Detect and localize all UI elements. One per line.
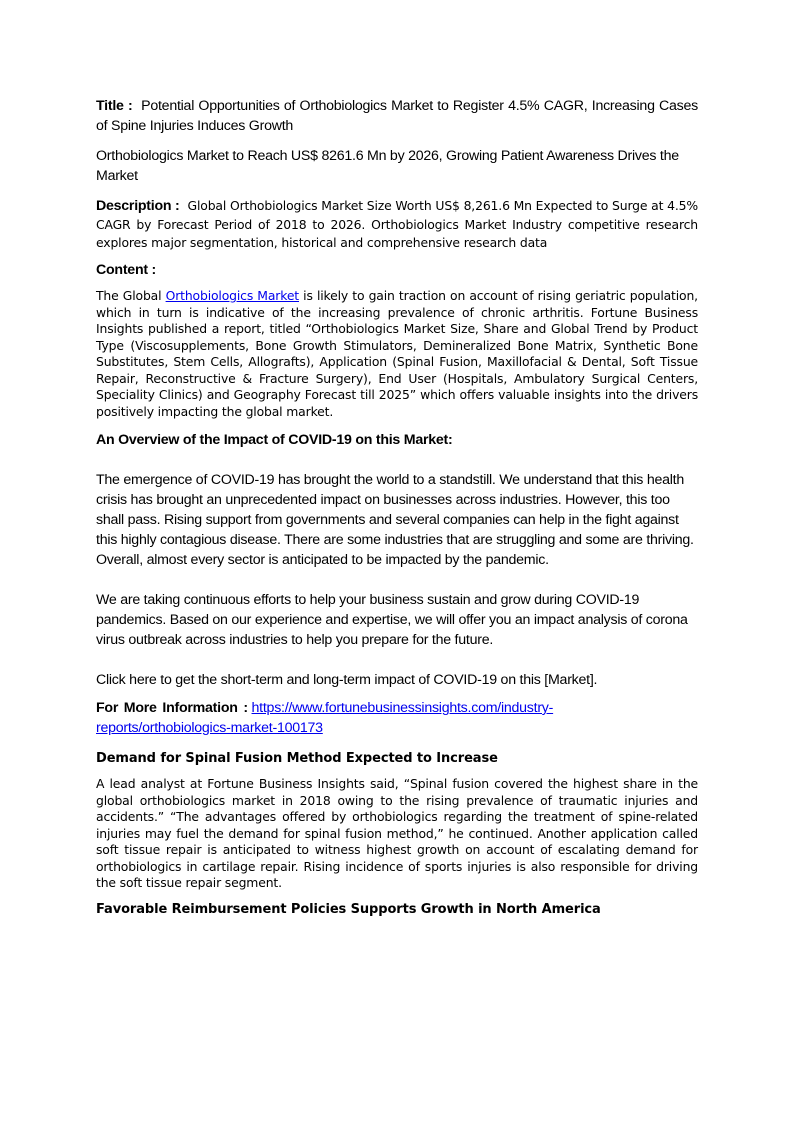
spinal-fusion-paragraph: A lead analyst at Fortune Business Insights said, “Spinal fusion covered the highest share in the global orthobiologics market in 2018 owing to the rising prevalence of traumatic injuries and accidents.” “The advantages offered by orthobiologics regarding the treatment of spine-related injuries may fuel the demand for spinal fusion method,” he continued. Another application called soft tissue repair is anticipated to witness highest growth on account of escalating demand for orthobiologics in cartilage repair. Rising incidence of sports injuries is also responsible for driving the soft tissue repair segment.: [96, 776, 698, 890]
subtitle: Orthobiologics Market to Reach US$ 8261.6 Mn by 2026, Growing Patient Awareness Drives the Market: [96, 148, 679, 184]
description-label: Description :: [96, 198, 180, 214]
more-info-label: For More Information :: [96, 700, 248, 716]
covid-paragraph-2: We are taking continuous efforts to help your business sustain and grow during COVID-19 pandemics. Based on our experience and expertise, we will offer you an impact analysis of corona virus outbreak across industries to help you prepare for the future.: [96, 592, 688, 648]
content-intro-after: is likely to gain traction on account of rising geriatric population, which in turn is indicative of the increasing prevalence of chronic arthritis. Fortune Business Insights published a report, titled “Orthobiologics Market Size, Share and Global Trend by Product Type (Viscosupplements, Bone Growth Stimulators, Demineralized Bone Matrix, Synthetic Bone Substitutes, Stem Cells, Allografts), Application (Spinal Fusion, Maxillofacial & Dental, Soft Tissue Repair, Reconstructive & Fracture Surgery), End User (Hospitals, Ambulatory Surgical Centers, Speciality Clinics) and Geography Forecast till 2025” which offers valuable insights into the drivers positively impacting the global market.: [96, 288, 698, 419]
north-america-heading: Favorable Reimbursement Policies Supports Growth in North America: [96, 901, 601, 917]
content-label-text: Content :: [96, 262, 157, 278]
title-paragraph: [96, 96, 698, 136]
title-text: Potential Opportunities of Orthobiologics Market to Register 4.5% CAGR, Increasing Cases of Spine Injuries Induces Growth: [96, 98, 699, 134]
covid-heading-text: An Overview of the Impact of COVID-19 on this Market:: [96, 432, 453, 448]
description-text: Global Orthobiologics Market Size Worth US$ 8,261.6 Mn Expected to Surge at 4.5% CAGR by Forecast Period of 2018 to 2026. Orthobiologics Market Industry competitive research explores major segmentation, historical and comprehensive research data: [96, 198, 699, 250]
content-paragraph: [96, 288, 698, 420]
covid-click-here-text: Click here to get the short-term and long-term impact of COVID-19 on this [Market].: [96, 672, 598, 688]
document-page: [96, 96, 698, 927]
content-intro-before: The Global: [96, 288, 166, 303]
covid-heading: [96, 430, 698, 450]
more-info-url-line1: https://www.fortunebusinessinsights.com/industry-: [251, 700, 554, 716]
covid-paragraph-1: The emergence of COVID-19 has brought the world to a standstill. We understand that this health crisis has brought an unprecedented impact on businesses across industries. However, this too shall pass. Rising support from governments and several companies can help in the fight against this highly contagious disease. There are some industries that are struggling and some are thriving. Overall, almost every sector is anticipated to be impacted by the pandemic.: [96, 472, 694, 568]
description-paragraph: [96, 196, 698, 252]
more-info-url-line2: reports/orthobiologics-market-100173: [96, 720, 323, 736]
content-label: [96, 260, 698, 280]
more-info-paragraph: [96, 698, 698, 738]
title-label: Title :: [96, 98, 133, 114]
orthobiologics-market-link[interactable]: Orthobiologics Market: [165, 288, 299, 303]
spinal-fusion-heading: Demand for Spinal Fusion Method Expected to Increase: [96, 751, 498, 766]
